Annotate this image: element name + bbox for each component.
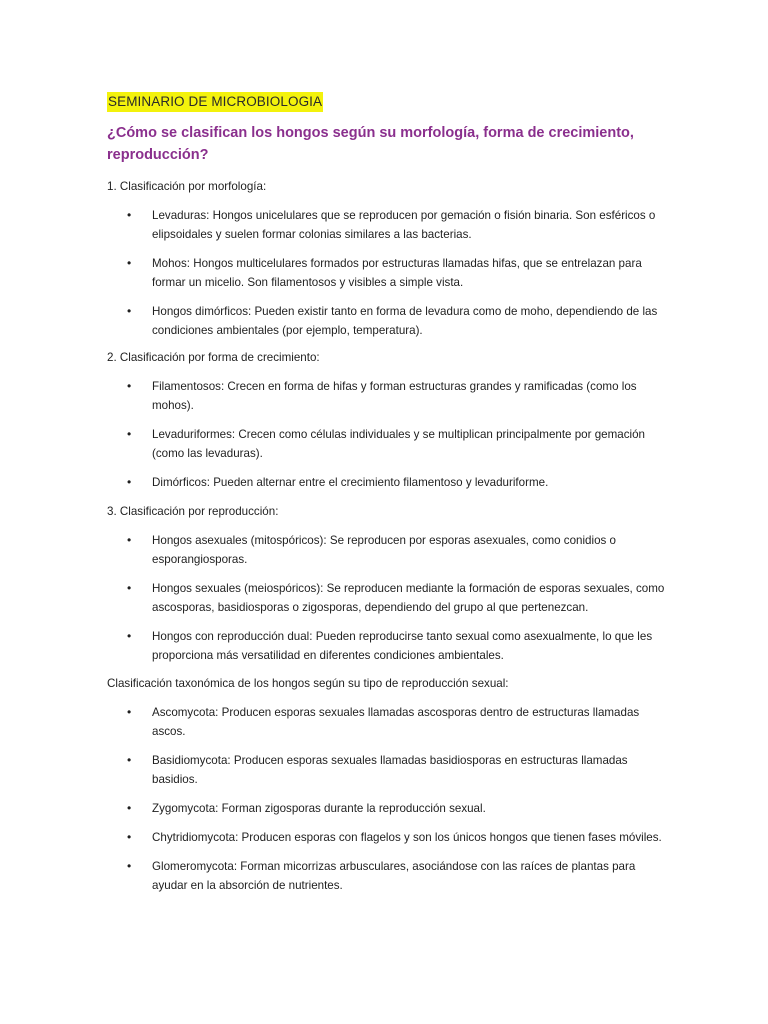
bullet-icon: • [127, 304, 132, 318]
list-item-text: Levaduras: Hongos unicelulares que se reproducen por gemación o fisión binaria. Son esféricos o elipsoidales y suelen formar colonias similares a las bacterias. [152, 209, 656, 241]
list-item-text: Filamentosos: Crecen en forma de hifas y forman estructuras grandes y ramificadas (como los mohos). [152, 380, 637, 412]
list-item [107, 799, 667, 818]
section-heading: Clasificación taxonómica de los hongos según su tipo de reproducción sexual: [107, 677, 509, 690]
bullet-icon: • [127, 705, 132, 719]
bullet-icon: • [127, 830, 132, 844]
list-item-text: Levaduriformes: Crecen como células individuales y se multiplican principalmente por gemación (como las levaduras). [152, 428, 645, 460]
bullet-icon: • [127, 753, 132, 767]
list-item [107, 531, 667, 569]
bullet-icon: • [127, 629, 132, 643]
list-item-text: Chytridiomycota: Producen esporas con flagelos y son los únicos hongos que tienen fases móviles. [152, 831, 662, 844]
list-item-text: Basidiomycota: Producen esporas sexuales llamadas basidiosporas en estructuras llamadas basidios. [152, 754, 628, 786]
bullet-icon: • [127, 379, 132, 393]
list-item [107, 828, 667, 847]
list-item [107, 254, 667, 292]
list-item [107, 473, 667, 492]
bullet-icon: • [127, 533, 132, 547]
document-title: SEMINARIO DE MICROBIOLOGIA [107, 92, 323, 112]
list-item [107, 206, 667, 244]
list-item-text: Hongos con reproducción dual: Pueden reproducirse tanto sexual como asexualmente, lo que les proporciona más versatilidad en diferentes condiciones ambientales. [152, 630, 653, 662]
list-item [107, 377, 667, 415]
section-heading: 2. Clasificación por forma de crecimiento: [107, 351, 320, 364]
list-item-text: Ascomycota: Producen esporas sexuales llamadas ascosporas dentro de estructuras llamadas ascos. [152, 706, 640, 738]
bullet-list [107, 703, 667, 895]
bullet-icon: • [127, 475, 132, 489]
section-growth [107, 348, 667, 502]
list-item-text: Glomeromycota: Forman micorrizas arbusculares, asociándose con las raíces de plantas para ayudar en la absorción de nutrientes. [152, 860, 636, 892]
section-heading: 1. Clasificación por morfología: [107, 180, 267, 193]
list-item [107, 751, 667, 789]
list-item [107, 703, 667, 741]
bullet-icon: • [127, 859, 132, 873]
list-item-text: Zygomycota: Forman zigosporas durante la reproducción sexual. [152, 802, 486, 815]
bullet-list [107, 377, 667, 492]
list-item [107, 579, 667, 617]
bullet-list [107, 531, 667, 665]
bullet-icon: • [127, 427, 132, 441]
list-item [107, 857, 667, 895]
list-item [107, 627, 667, 665]
list-item-text: Hongos sexuales (meiospóricos): Se reproducen mediante la formación de esporas sexuales, como ascosporas, basidiosporas o zigosporas, dependiendo del grupo al que pertenezcan. [152, 582, 665, 614]
list-item-text: Hongos dimórficos: Pueden existir tanto en forma de levadura como de moho, dependiendo de las condiciones ambientales (por ejemplo, temperatura). [152, 305, 658, 337]
bullet-icon: • [127, 256, 132, 270]
bullet-icon: • [127, 581, 132, 595]
section-morphology [107, 177, 667, 350]
list-item-text: Mohos: Hongos multicelulares formados por estructuras llamadas hifas, que se entrelazan para formar un micelio. Son filamentosos y visibles a simple vista. [152, 257, 642, 289]
section-heading: 3. Clasificación por reproducción: [107, 505, 279, 518]
question-heading: ¿Cómo se clasifican los hongos según su morfología, forma de crecimiento, reproducción? [107, 125, 634, 163]
bullet-icon: • [127, 208, 132, 222]
list-item [107, 425, 667, 463]
list-item [107, 302, 667, 340]
list-item-text: Dimórficos: Pueden alternar entre el crecimiento filamentoso y levaduriforme. [152, 476, 549, 489]
section-reproduction [107, 502, 667, 675]
list-item-text: Hongos asexuales (mitospóricos): Se reproducen por esporas asexuales, como conidios o esporangiosporas. [152, 534, 616, 566]
bullet-icon: • [127, 801, 132, 815]
section-taxonomy [107, 674, 667, 905]
bullet-list [107, 206, 667, 340]
